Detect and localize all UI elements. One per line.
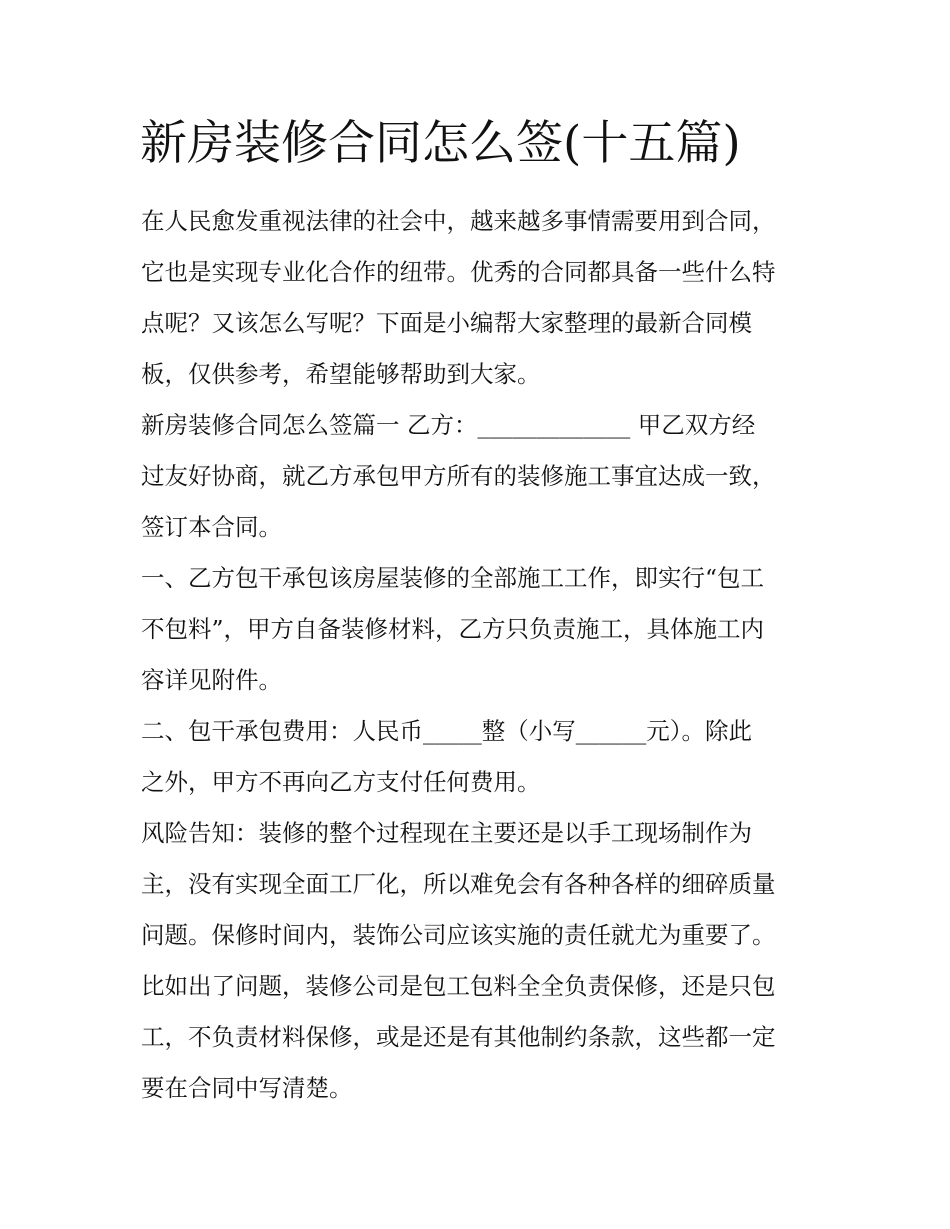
document-title: 新房装修合同怎么签(十五篇) bbox=[140, 116, 741, 171]
body-line: 在人民愈发重视法律的社会中，越来越多事情需要用到合同， bbox=[141, 207, 776, 235]
body-line: 它也是实现专业化合作的纽带。优秀的合同都具备一些什么特 bbox=[141, 258, 776, 286]
body-line: 工，不负责材料保修，或是还是有其他制约条款，这些都一定 bbox=[141, 1023, 776, 1051]
body-line: 二、包干承包费用：人民币_____整（小写______元）。除此 bbox=[141, 717, 752, 745]
body-line: 一、乙方包干承包该房屋装修的全部施工工作，即实行“包工 bbox=[141, 564, 765, 592]
body-line: 要在合同中写清楚。 bbox=[141, 1074, 353, 1102]
body-line: 板，仅供参考，希望能够帮助到大家。 bbox=[141, 360, 541, 388]
body-line: 风险告知：装修的整个过程现在主要还是以手工现场制作为 bbox=[141, 819, 752, 847]
body-line: 比如出了问题，装修公司是包工包料全全负责保修，还是只包 bbox=[141, 972, 776, 1000]
body-line: 主，没有实现全面工厂化，所以难免会有各种各样的细碎质量 bbox=[141, 870, 776, 898]
body-line: 过友好协商，就乙方承包甲方所有的装修施工事宜达成一致， bbox=[141, 462, 776, 490]
body-line: 之外，甲方不再向乙方支付任何费用。 bbox=[141, 768, 541, 796]
body-line: 签订本合同。 bbox=[141, 513, 282, 541]
body-line: 不包料”，甲方自备装修材料，乙方只负责施工，具体施工内 bbox=[141, 615, 765, 643]
body-line: 点呢？又该怎么写呢？下面是小编帮大家整理的最新合同模 bbox=[141, 309, 752, 337]
body-line: 容详见附件。 bbox=[141, 666, 282, 694]
body-line: 问题。保修时间内，装饰公司应该实施的责任就尤为重要了。 bbox=[141, 921, 776, 949]
body-line: 新房装修合同怎么签篇一 乙方：_____________ 甲乙双方经 bbox=[141, 411, 756, 439]
